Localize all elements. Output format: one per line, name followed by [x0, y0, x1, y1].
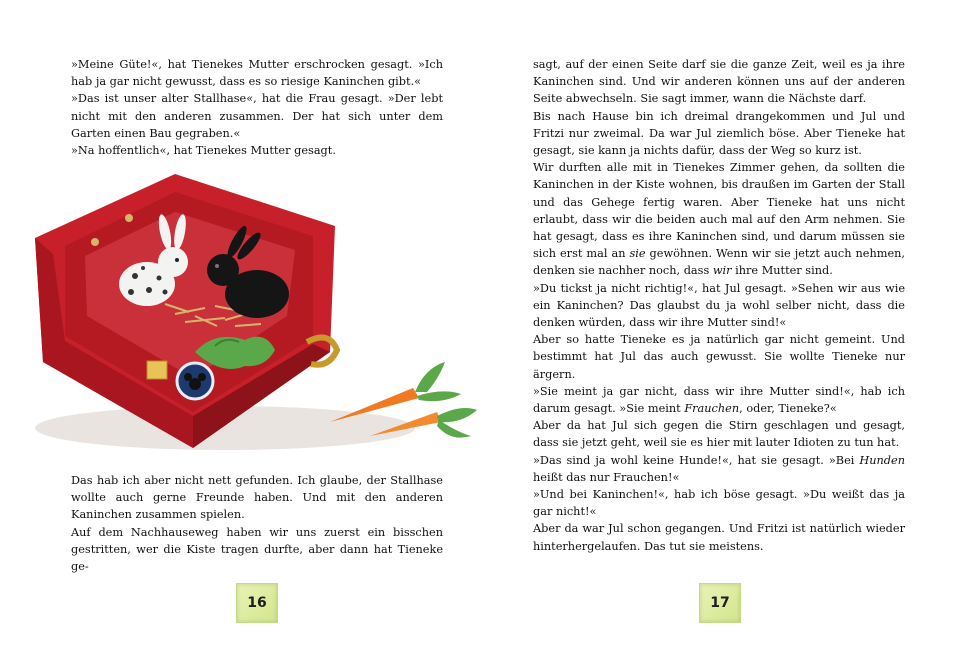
page-number: 17 [699, 583, 741, 623]
text-run: gewöhnen. Wenn wir sie jetzt auch nehmen, denken sie nachher noch, dass [533, 247, 905, 278]
paragraph: Das hab ich aber nicht nett gefunden. Ich glaube, der Stallhase wollte auch gerne Freunde haben. Und mit den anderen Kaninchen zusammen spielen. [71, 474, 443, 522]
right-body-text [533, 56, 905, 555]
left-bottom-text [71, 472, 443, 575]
left-top-text [71, 56, 443, 159]
paragraph: »Meine Güte!«, hat Tienekes Mutter erschrocken gesagt. »Ich hab ja gar nicht gewusst, dass es so riesige Kaninchen gibt.« [71, 58, 443, 89]
box-toy [91, 238, 99, 246]
text-run: sagt, auf der einen Seite darf sie die ganze Zeit, weil es ja ihre Kaninchen sind. Und wir anderen können uns auf der anderen Seite abwechseln. Sie sagt immer, wann die Nächste darf. [533, 58, 905, 106]
text-run: , oder, Tieneke?« [739, 402, 837, 416]
text-run: ihre Mutter sind. [731, 264, 833, 278]
paragraph [533, 108, 905, 160]
text-run: heißt das nur Frauchen!« [533, 470, 680, 484]
paragraph [533, 331, 905, 383]
paragraph [533, 383, 905, 417]
text-run: »Sie meint ja gar nicht, dass wir ihre Mutter sind!«, hab ich darum gesagt. »Sie meint [533, 384, 905, 416]
paragraph [533, 280, 905, 332]
italic-run: Hunden [859, 453, 905, 467]
paragraph [533, 520, 905, 554]
paragraph: »Na hoffentlich«, hat Tienekes Mutter gesagt. [71, 144, 336, 158]
paragraph: Auf dem Nachhauseweg haben wir uns zuerst ein bisschen gestritten, wer die Kiste tragen durfte, aber dann hat Tieneke ge- [71, 525, 443, 574]
text-run: Aber da war Jul schon gegangen. Und Fritzi ist natürlich wieder hinterhergelaufen. Das tut sie meistens. [533, 522, 905, 553]
italic-run: Frauchen [684, 402, 740, 416]
paragraph [533, 486, 905, 520]
text-run: Aber da hat Jul sich gegen die Stirn geschlagen und gesagt, dass sie jetzt geht, weil sie es hier mit lauter Idioten zu tun hat. [533, 419, 905, 450]
rabbits-in-red-box-illustration [25, 166, 485, 466]
paragraph [533, 159, 905, 279]
page-number: 16 [236, 583, 278, 623]
paragraph [533, 452, 905, 486]
right-page [488, 0, 976, 648]
text-run: »Und bei Kaninchen!«, hab ich böse gesagt. »Du weißt das ja gar nicht!« [533, 488, 905, 519]
text-run: Aber so hatte Tieneke es ja natürlich gar nicht gemeint. Und bestimmt hat Jul das auch gewusst. Sie wollte Tieneke nur ärgern. [533, 333, 905, 381]
paragraph [533, 417, 905, 451]
paragraph: »Das ist unser alter Stallhase«, hat die Frau gesagt. »Der lebt nicht mit den anderen zusammen. Der hat sich unter dem Garten einen Bau gegraben.« [71, 92, 443, 140]
paragraph [533, 56, 905, 108]
sticker [147, 361, 167, 379]
italic-run: sie [629, 247, 646, 261]
text-run: »Du tickst ja nicht richtig!«, hat Jul gesagt. »Sehen wir aus wie ein Kaninchen? Das glaubst du ja wohl selber nicht, dass die denken würden, dass wir ihre Mutter sind!« [533, 281, 905, 330]
text-run: Bis nach Hause bin ich dreimal drangekommen und Jul und Fritzi nur zweimal. Da war Jul ziemlich böse. Aber Tieneke hat gesagt, sie kann ja nichts dafür, dass der Weg so kurz ist. [533, 109, 905, 158]
box-toy [125, 214, 133, 222]
italic-run: wir [712, 264, 732, 278]
text-run: »Das sind ja wohl keine Hunde!«, hat sie gesagt. »Bei [533, 453, 860, 467]
text-run: Wir durften alle mit in Tienekes Zimmer gehen, da sollten die Kaninchen in der Kiste wohnen, bis draußen im Garten der Stall und das Gehege fertig waren. Aber Tieneke hat uns nicht erlaubt, dass wir die beiden auch mal auf den Arm nehmen. Sie hat gesagt, dass es ihre Kaninchen sind, und darum müssen sie sich erst mal an [533, 161, 905, 261]
